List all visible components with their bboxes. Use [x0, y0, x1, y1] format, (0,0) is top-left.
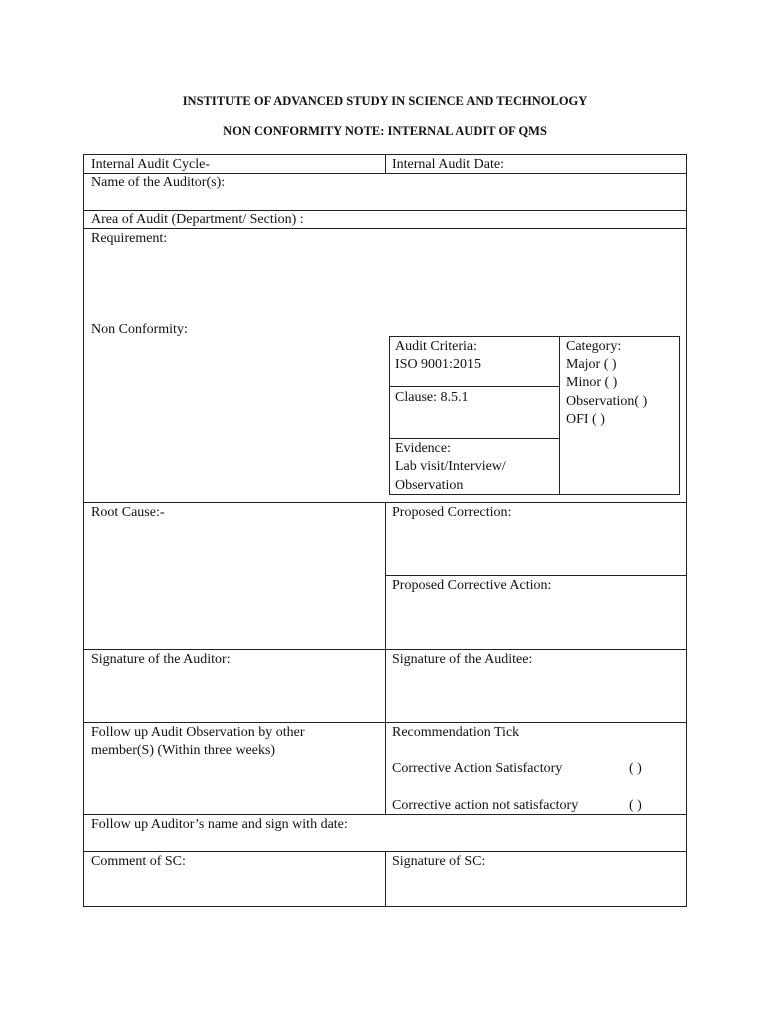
followup-observation-line-2: member(S) (Within three weeks): [91, 743, 276, 758]
form-title: NON CONFORMITY NOTE: INTERNAL AUDIT OF QMS: [223, 124, 547, 138]
row-divider: [385, 575, 687, 576]
proposed-corrective-action-label: Proposed Corrective Action:: [392, 578, 552, 593]
column-divider: [385, 502, 386, 814]
row-divider: [83, 814, 687, 815]
column-divider: [385, 851, 386, 907]
criteria-label: Audit Criteria:: [395, 339, 478, 354]
inner-row-divider: [389, 386, 559, 387]
root-cause-label: Root Cause:-: [91, 505, 165, 520]
proposed-correction-label: Proposed Correction:: [392, 505, 512, 520]
requirement-label: Requirement:: [91, 231, 168, 246]
ca-satisfactory-tick[interactable]: ( ): [629, 761, 642, 776]
category-observation: Observation( ): [566, 394, 648, 409]
auditors-label: Name of the Auditor(s):: [91, 175, 226, 190]
criteria-value: ISO 9001:2015: [395, 357, 481, 372]
clause-label: Clause: 8.5.1: [395, 390, 469, 405]
institute-title: INSTITUTE OF ADVANCED STUDY IN SCIENCE AND TECHNOLOGY: [182, 94, 588, 108]
inner-column-divider: [559, 336, 560, 495]
ca-not-satisfactory-label: Corrective action not satisfactory: [392, 798, 579, 813]
recommendation-label: Recommendation Tick: [392, 725, 520, 740]
ca-not-satisfactory-tick[interactable]: ( ): [629, 798, 642, 813]
signature-sc-label: Signature of SC:: [392, 854, 486, 869]
evidence-line-2: Observation: [395, 478, 464, 493]
comment-sc-label: Comment of SC:: [91, 854, 186, 869]
non-conformity-label: Non Conformity:: [91, 322, 188, 337]
signature-auditee-label: Signature of the Auditee:: [392, 652, 533, 667]
column-divider: [385, 154, 386, 173]
audit-cycle-label: Internal Audit Cycle-: [91, 157, 210, 172]
category-minor: Minor ( ): [566, 375, 618, 390]
ca-satisfactory-label: Corrective Action Satisfactory: [392, 761, 563, 776]
category-ofi: OFI ( ): [566, 412, 605, 427]
followup-auditor-label: Follow up Auditor’s name and sign with date:: [91, 817, 348, 832]
evidence-label: Evidence:: [395, 441, 451, 456]
category-major: Major ( ): [566, 357, 617, 372]
area-label: Area of Audit (Department/ Section) :: [91, 212, 304, 227]
signature-auditor-label: Signature of the Auditor:: [91, 652, 231, 667]
evidence-line-1: Lab visit/Interview/: [395, 459, 506, 474]
followup-observation-line-1: Follow up Audit Observation by other: [91, 725, 305, 740]
audit-date-label: Internal Audit Date:: [392, 157, 504, 172]
inner-row-divider: [389, 438, 559, 439]
category-label: Category:: [566, 339, 622, 354]
